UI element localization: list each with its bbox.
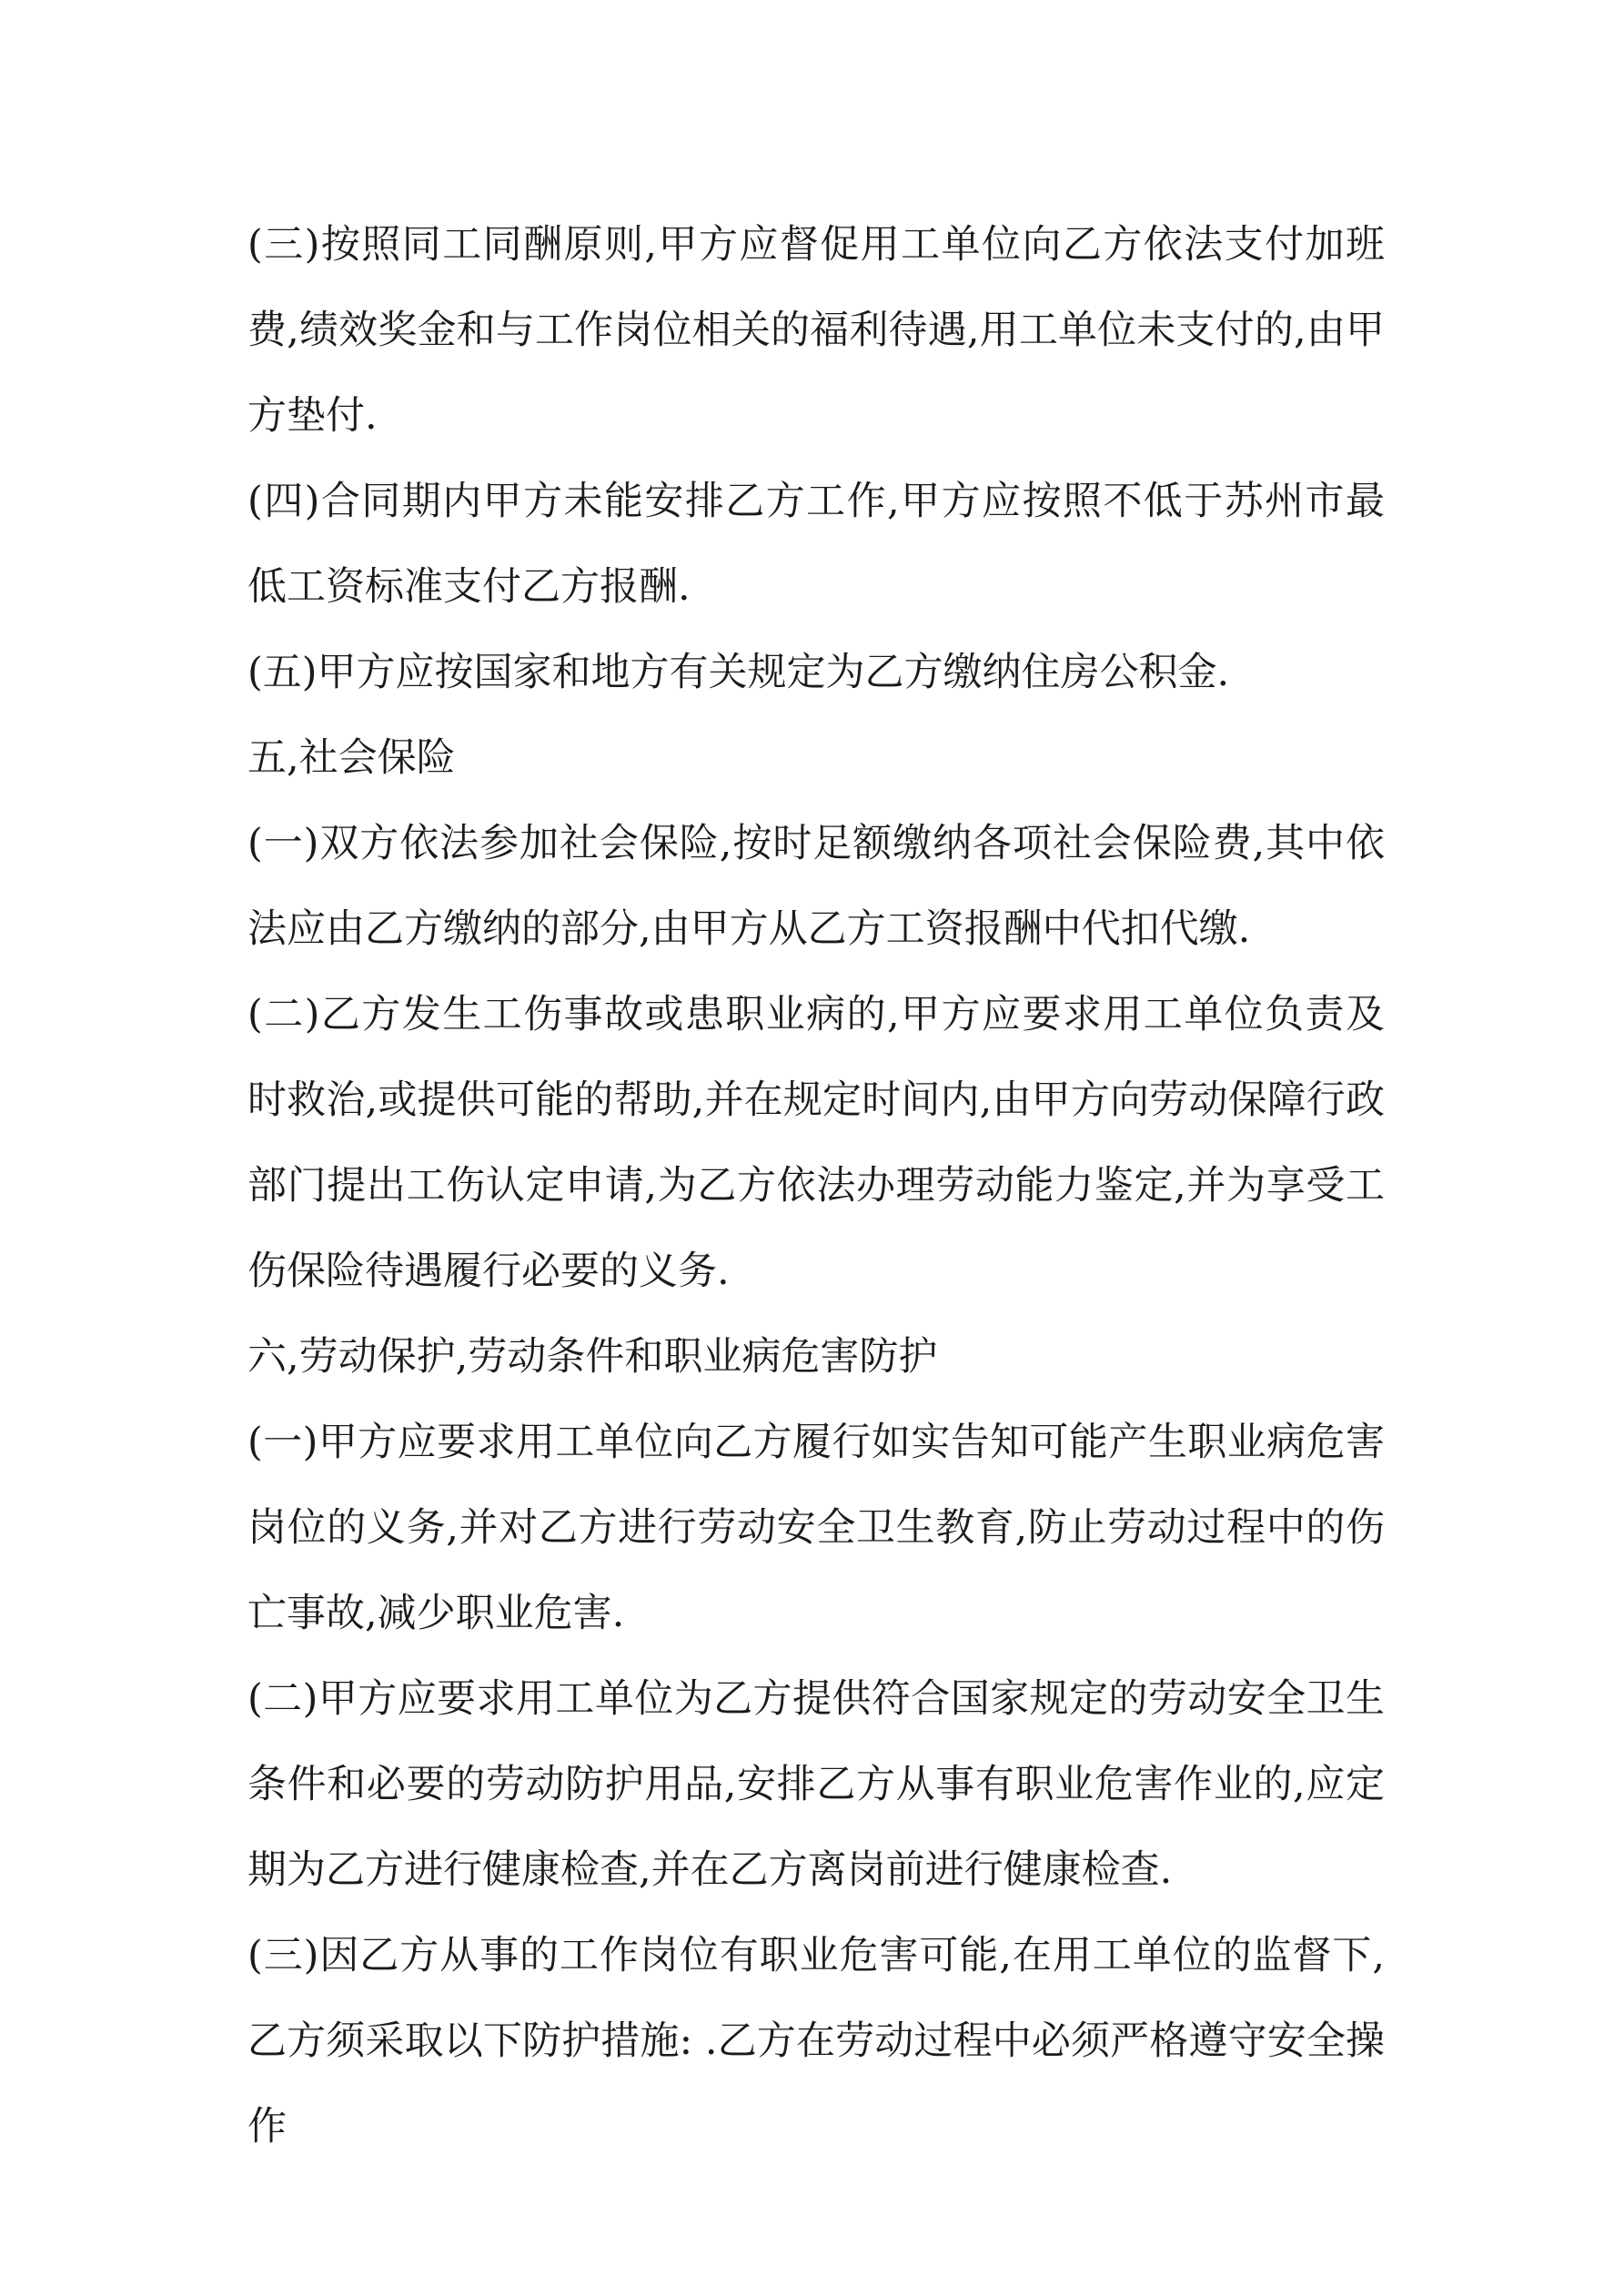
paragraph-5-housing-fund: (五)甲方应按国家和地方有关规定为乙方缴纳住房公积金. [247, 650, 1230, 695]
paragraph-2-work-injury: (二)乙方发生工伤事故或患职业病的,甲方应要求用工单位负责及时救治,或提供可能的帮助,并在规定时间内,由甲方向劳动保障行政部门提出工伤认定申请,为乙方依法办理劳动能力鉴定,并为享受工伤保险待遇履行必要的义务. [247, 992, 1385, 1294]
paragraph-3-protective-measures: (三)因乙方从事的工作岗位有职业危害可能,在用工单位的监督下,乙方须采取以下防护措施: .乙方在劳动过程中必须严格遵守安全操作 [247, 1933, 1385, 2149]
paragraph-1-hazard-notification: (一)甲方应要求用工单位向乙方履行如实告知可能产生职业病危害岗位的义务,并对乙方进行劳动安全卫生教育,防止劳动过程中的伤亡事故,减少职业危害. [247, 1420, 1385, 1636]
document-body [247, 202, 1385, 2170]
section-heading-labor-protection: 六,劳动保护,劳动条件和职业病危害防护 [247, 1334, 938, 1380]
paragraph-2-safety-conditions: (二)甲方应要求用工单位为乙方提供符合国家规定的劳动安全卫生条件和必要的劳动防护用品,安排乙方从事有职业危害作业的,应定期为乙方进行健康检查,并在乙方离岗前进行健康检查. [247, 1676, 1385, 1893]
section-heading-social-insurance: 五,社会保险 [247, 735, 456, 781]
paragraph-4-minimum-wage: (四)合同期内甲方未能安排乙方工作,甲方应按照不低于苏州市最低工资标准支付乙方报酬. [247, 479, 1385, 610]
paragraph-1-insurance-contributions: (一)双方依法参加社会保险,按时足额缴纳各项社会保险费,其中依法应由乙方缴纳的部分,由甲方从乙方工资报酬中代扣代缴. [247, 821, 1385, 952]
paragraph-3-equal-pay: (三)按照同工同酬原则,甲方应督促用工单位向乙方依法支付加班费,绩效奖金和与工作岗位相关的福利待遇,用工单位未支付的,由甲方垫付. [247, 222, 1385, 439]
